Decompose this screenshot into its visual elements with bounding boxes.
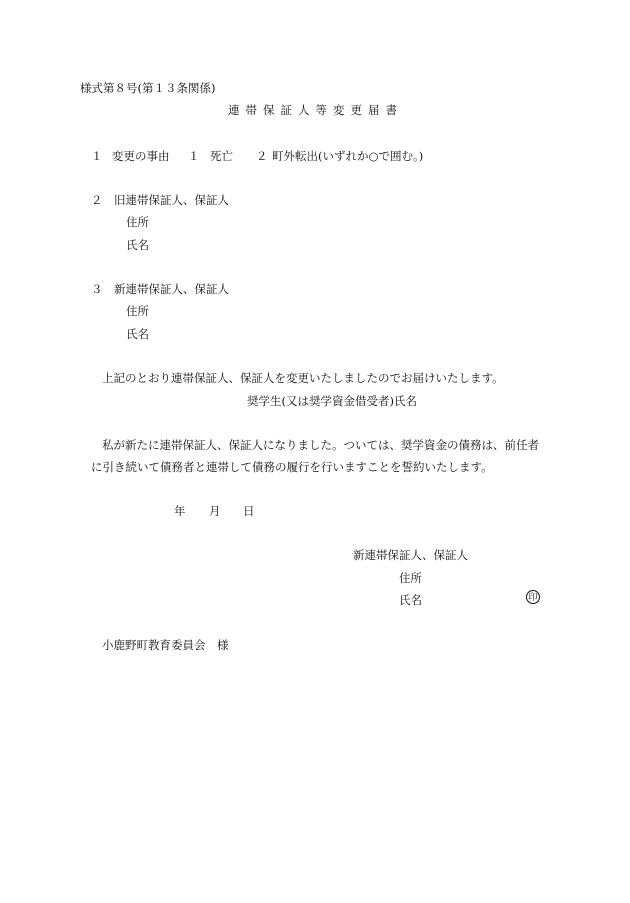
new-guarantor-heading: ３ 新連帯保証人、保証人 [91, 282, 229, 296]
date-day: 日 [243, 504, 255, 518]
reason-option2-number: ２ [256, 149, 268, 163]
seal-mark: 印 [526, 590, 540, 604]
signer-address-label: 住所 [399, 571, 422, 585]
old-guarantor-address-label: 住所 [126, 215, 149, 229]
student-name-label: 奨学生(又は奨学資金借受者)氏名 [247, 394, 417, 408]
pledge-line-1: 私が新たに連帯保証人、保証人になりました。ついては、奨学資金の債務は、前任者 [102, 438, 539, 452]
reason-option1-number: １ [188, 149, 200, 163]
old-guarantor-name-label: 氏名 [126, 238, 149, 252]
reason-label: 変更の事由 [112, 149, 170, 163]
old-guarantor-heading: ２ 旧連帯保証人、保証人 [91, 193, 229, 207]
date-year: 年 [174, 504, 186, 518]
reason-number: １ [91, 149, 103, 163]
notice-text: 上記のとおり連帯保証人、保証人を変更いたしましたのでお届けいたします。 [102, 371, 504, 385]
form-number: 様式第８号(第１３条関係) [80, 81, 216, 95]
pledge-line-2: に引き続いて債務者と連帯して債務の履行を行いますことを誓約いたします。 [91, 460, 493, 474]
signer-name-label: 氏名 [399, 593, 422, 607]
signer-heading: 新連帯保証人、保証人 [353, 548, 468, 562]
addressee: 小鹿野町教育委員会 様 [102, 638, 229, 652]
date-month: 月 [209, 504, 221, 518]
reason-option1: 死亡 [210, 149, 233, 163]
reason-option2: 町外転出(いずれか○で囲む。) [272, 149, 424, 163]
new-guarantor-address-label: 住所 [126, 304, 149, 318]
document-title: 連帯保証人等変更届書 [228, 103, 403, 117]
new-guarantor-name-label: 氏名 [126, 327, 149, 341]
